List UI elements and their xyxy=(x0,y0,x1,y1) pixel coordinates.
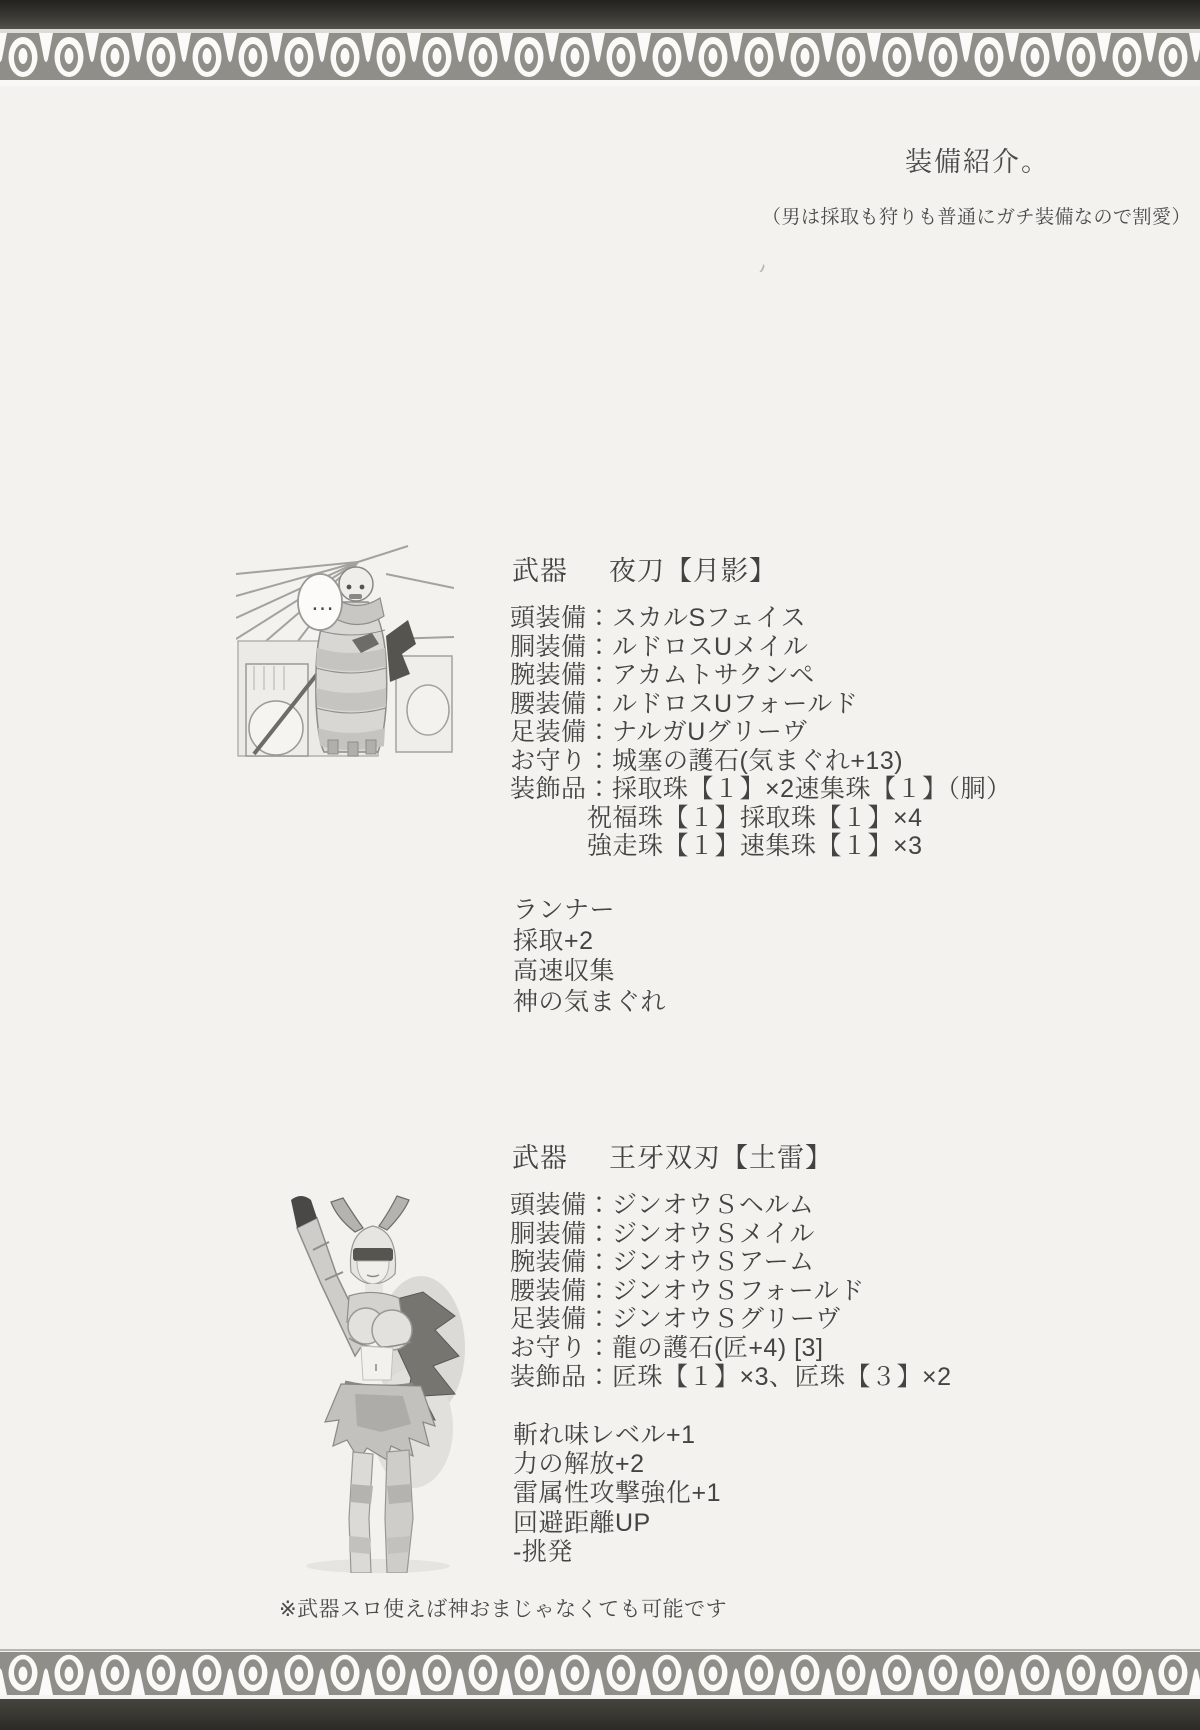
weapon-name: 夜刀【月影】 xyxy=(609,556,777,586)
equip-line-charm: お守り：龍の護石(匠+4) [3] xyxy=(510,1333,824,1362)
illustration-skull-mask-hunter xyxy=(236,544,454,758)
equip-line-chest: 胴装備：ルドロスUメイル xyxy=(510,632,809,661)
equip-line-decorations: 装飾品：匠珠【１】×3、匠珠【３】×2 xyxy=(510,1362,952,1391)
page-subtitle-note: （男は採取も狩りも普通にガチ装備なので割愛） xyxy=(762,207,1192,228)
equip-line-waist: 腰装備：ルドロスUフォールド xyxy=(510,689,859,718)
skill-line: 神の気まぐれ xyxy=(513,987,667,1016)
weapon-line xyxy=(512,1136,833,1175)
equip-line-arms: 腕装備：ジンオウＳアーム xyxy=(510,1248,815,1277)
egg-and-dart-pattern-icon xyxy=(0,33,1200,80)
equipment-list xyxy=(510,604,1012,861)
skill-line: 力の解放+2 xyxy=(513,1450,645,1479)
ornament-border-bottom xyxy=(0,1652,1200,1695)
weapon-label: 武器 xyxy=(512,556,568,586)
equip-line-head: 頭装備：ジンオウＳヘルム xyxy=(510,1191,815,1219)
skills-list xyxy=(513,895,666,1017)
scan-speck xyxy=(755,262,765,273)
top-border-underline xyxy=(0,80,1200,86)
skill-line: -挑発 xyxy=(513,1537,573,1566)
skills-list xyxy=(513,1421,721,1567)
egg-and-dart-pattern-icon xyxy=(0,1652,1200,1695)
weapon-name: 王牙双刃【土雷】 xyxy=(609,1143,833,1173)
bottom-dark-border xyxy=(0,1699,1200,1730)
equip-line-chest: 胴装備：ジンオウＳメイル xyxy=(510,1219,815,1248)
equip-line-waist: 腰装備：ジンオウＳフォールド xyxy=(510,1276,865,1305)
equip-line-decorations: 装飾品：採取珠【１】×2速集珠【１】（胴） xyxy=(510,775,1012,803)
skill-line: 採取+2 xyxy=(513,926,594,955)
equip-line-decorations-wrap: 強走珠【１】速集珠【１】×3 xyxy=(587,832,923,860)
equip-line-legs: 足装備：ナルガUグリーヴ xyxy=(510,718,808,746)
page-title: 装備紹介。 xyxy=(905,147,1050,177)
ornament-border-top xyxy=(0,33,1200,80)
equip-line-charm: お守り：城塞の護石(気まぐれ+13) xyxy=(510,746,904,775)
equip-line-legs: 足装備：ジンオウＳグリーヴ xyxy=(510,1305,841,1334)
weapon-line xyxy=(512,549,777,588)
footnote: ※武器スロ使えば神おまじゃなくても可能です xyxy=(279,1598,728,1621)
bottom-border-topline xyxy=(0,1649,1200,1651)
top-dark-border xyxy=(0,0,1200,29)
equip-line-arms: 腕装備：アカムトサクンペ xyxy=(510,661,815,689)
illustration-zinogre-armor-huntress xyxy=(263,1188,468,1573)
skill-line: 斬れ味レベル+1 xyxy=(513,1421,696,1449)
skill-line: 回避距離UP xyxy=(513,1508,651,1537)
equipment-list xyxy=(510,1191,952,1391)
speech-bubble-ellipsis: … xyxy=(309,588,336,618)
weapon-label: 武器 xyxy=(512,1143,568,1173)
skill-line: 雷属性攻撃強化+1 xyxy=(513,1479,722,1508)
skill-line: 高速収集 xyxy=(513,957,616,985)
equip-line-head: 頭装備：スカルSフェイス xyxy=(510,604,807,632)
equip-line-decorations-wrap: 祝福珠【１】採取珠【１】×4 xyxy=(587,803,923,832)
skill-line: ランナー xyxy=(513,896,616,924)
